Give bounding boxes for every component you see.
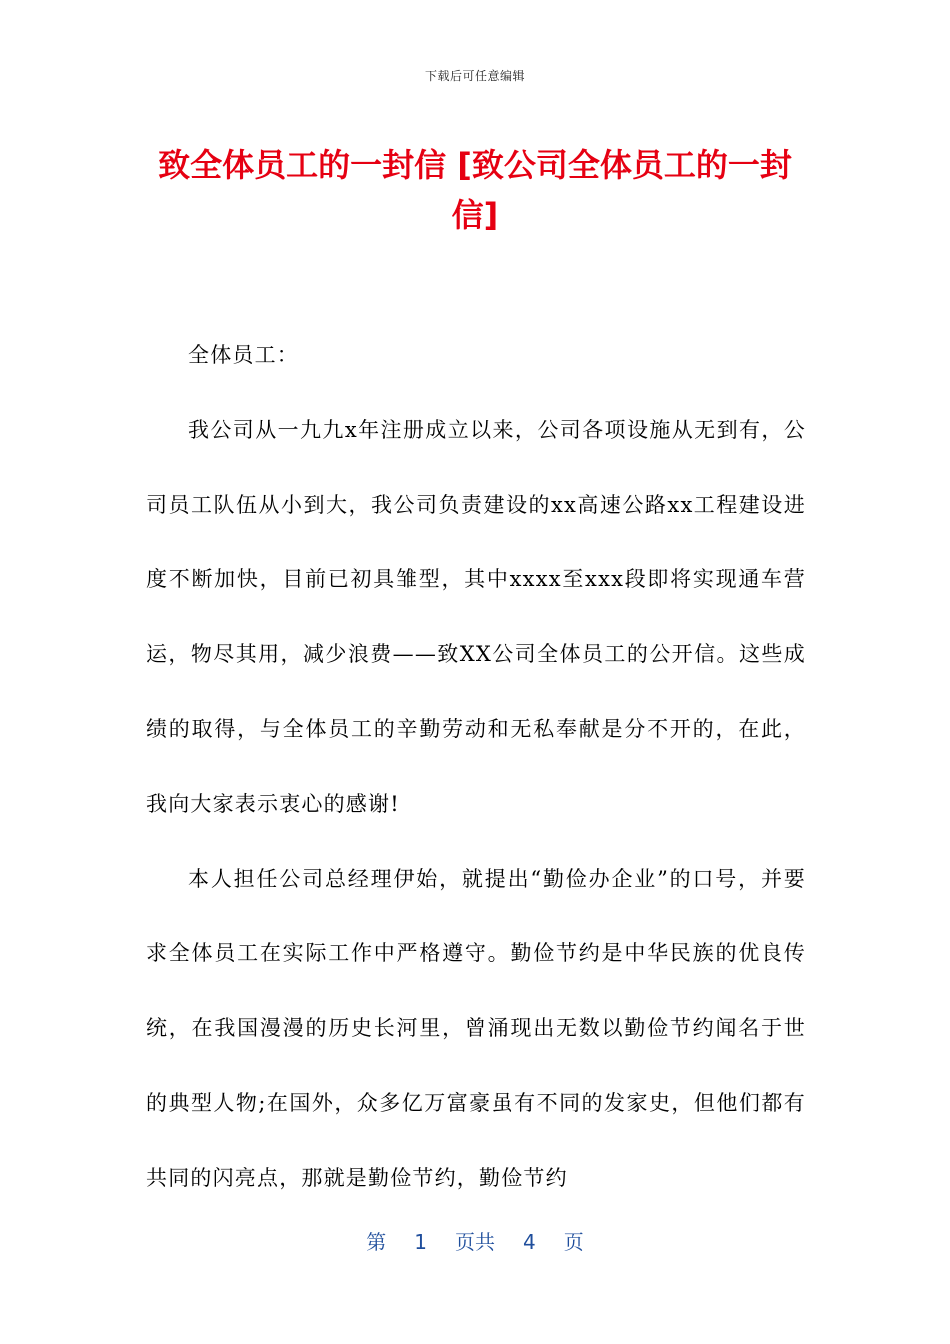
footer-suffix: 页: [563, 1230, 584, 1254]
page-footer: [0, 1226, 950, 1255]
letter-body: [146, 318, 806, 1216]
document-title: 致全体员工的一封信 [致公司全体员工的一封信]: [158, 146, 792, 234]
salutation: 全体员工：: [188, 343, 299, 367]
footer-middle: 页共: [455, 1230, 495, 1254]
footer-total-pages: 4: [523, 1230, 536, 1254]
footer-prefix: 第: [366, 1230, 387, 1254]
paragraph-1: 我公司从一九九x年注册成立以来，公司各项设施从无到有，公司员工队伍从小到大，我公司负责建设的xx高速公路xx工程建设进度不断加快，目前已初具雏型，其中xxxx至xxx段即将实现通车营运，物尽其用，减少浪费——致XX公司全体员工的公开信。这些成绩的取得，与全体员工的辛勤劳动和无私奉献是分不开的，在此，我向大家表示衷心的感谢!: [146, 417, 806, 816]
header-note: 下载后可任意编辑: [424, 69, 525, 83]
footer-page-number: 1: [414, 1230, 427, 1254]
paragraph-2: 本人担任公司总经理伊始，就提出“勤俭办企业”的口号，并要求全体员工在实际工作中严格遵守。勤俭节约是中华民族的优良传统，在我国漫漫的历史长河里，曾涌现出无数以勤俭节约闻名于世的典型人物;在国外，众多亿万富豪虽有不同的发家史，但他们都有共同的闪亮点，那就是勤俭节约，勤俭节约: [146, 866, 806, 1190]
